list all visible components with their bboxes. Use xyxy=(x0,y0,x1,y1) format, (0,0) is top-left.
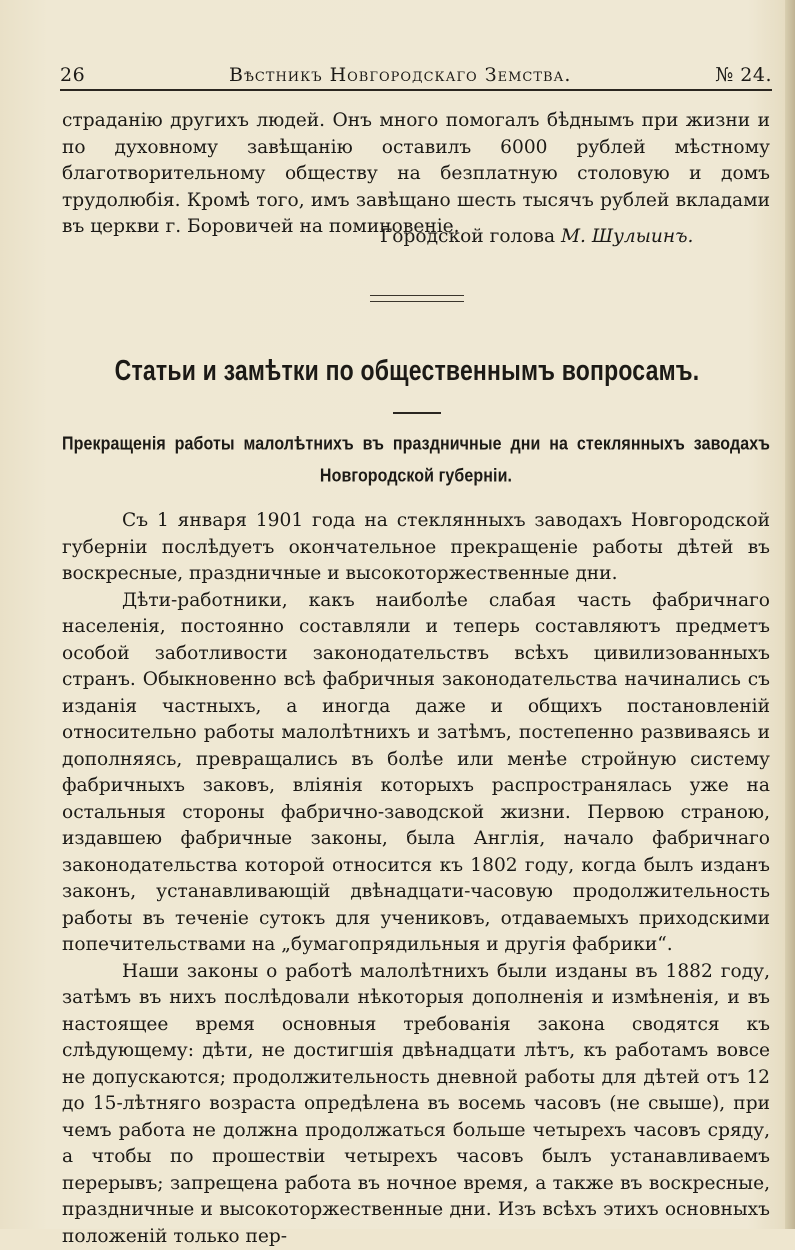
page-number: 26 xyxy=(60,64,85,86)
running-header xyxy=(60,56,772,86)
article-body xyxy=(62,508,770,1250)
header-rule xyxy=(60,89,772,91)
title-rule xyxy=(393,412,441,414)
paragraph-3: Наши законы о работѣ малолѣтнихъ были изданы въ 1882 году, затѣмъ въ нихъ послѣдовали нѣкоторыя дополненія и измѣненія, и въ настоящее время основныя требованія закона сводятся къ слѣдующему: дѣти, не достигшія двѣнадцати лѣтъ, къ работамъ вовсе не допускаются; продолжительность дневной работы для дѣтей отъ 12 до 15-лѣтняго возраста опредѣлена въ восемь часовъ (не свыше), при чемъ работа не должна продолжаться больше четырехъ часовъ сряду, а чтобы по прошествіи четырехъ часовъ былъ устанавливаемъ перерывъ; запрещена работа въ ночное время, а также въ воскресные, праздничные и высокоторжественные дни. Изъ всѣхъ этихъ основныхъ положеній только пер- xyxy=(62,959,770,1250)
signature-role: Городской голова xyxy=(380,226,555,247)
section-title: Статьи и замѣтки по общественнымъ вопросамъ. xyxy=(62,354,752,388)
journal-title: Вѣстникъ Новгородскаго Земства. xyxy=(229,64,571,86)
paragraph-1: Съ 1 января 1901 года на стеклянныхъ заводахъ Новгородской губерніи послѣдуетъ окончательное прекращеніе работы дѣтей въ воскресные, праздничные и высокоторжественные дни. xyxy=(62,508,770,588)
signature xyxy=(380,226,693,247)
intro-paragraph: страданію другихъ людей. Онъ много помогалъ бѣднымъ при жизни и по духовному завѣщанію оставилъ 6000 рублей мѣстному благотворительному обществу на безплатную столовую и домъ трудолюбія. Кромѣ того, имъ завѣщано шесть тысячъ рублей вкладами въ церкви г. Боровичей на поминовеніе. xyxy=(62,108,770,241)
paragraph-2: Дѣти-работники, какъ наиболѣе слабая часть фабричнаго населенія, постоянно составляли и теперь составляютъ предметъ особой заботливости законодательствъ всѣхъ цивилизованныхъ странъ. Обыкновенно всѣ фабричныя законодательства начинались съ изданія частныхъ, а иногда даже и общихъ постановленій относительно работы малолѣтнихъ и затѣмъ, постепенно развиваясь и дополняясь, превращались въ болѣе или менѣе стройную систему фабричныхъ заковъ, вліянія которыхъ распространялась уже на остальныя стороны фабрично-заводской жизни. Первою страною, издавшею фабричные законы, была Англія, начало фабричнаго законодательства которой относится къ 1802 году, когда былъ изданъ законъ, устанавливающій двѣнадцати-часовую продолжительность работы въ теченіе сутокъ для учениковъ, отдаваемыхъ приходскими попечительствами на „бумагопрядильныя и другія фабрики“. xyxy=(62,588,770,959)
section-divider xyxy=(370,295,464,302)
intro-block xyxy=(62,108,770,241)
signature-name: М. Шулыинъ. xyxy=(561,226,693,247)
article-title: Прекращенія работы малолѣтнихъ въ праздничные дни на стеклянныхъ заводахъ Новгородской губерніи. xyxy=(62,429,770,493)
page-edge-shadow xyxy=(785,0,795,1229)
issue-number: № 24. xyxy=(715,64,772,86)
